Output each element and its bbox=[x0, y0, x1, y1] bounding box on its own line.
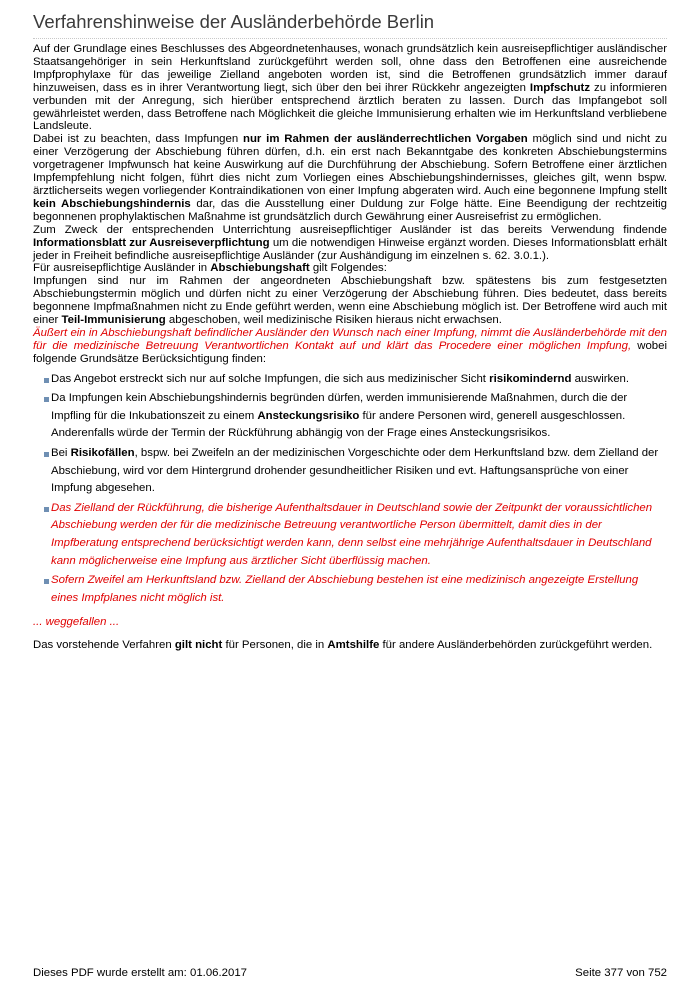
list-item: Bei Risikofällen, bspw. bei Zweifeln an der medizinischen Vorgeschichte oder dem Herkunftsland bzw. dem Zielland der Abschiebung, wird vor dem Hintergrund drohender gesundheitlicher Risiken und evt. Haftungsansprüche von einer Impfung abgesehen. bbox=[42, 445, 667, 498]
paragraph-impfwunsch: Äußert ein in Abschiebungshaft befindlicher Ausländer den Wunsch nach einer Impfung, nimmt die Ausländerbehörde mit den für die medizinische Betreuung Verantwortlichen Kontakt auf und klärt das Procedere einer möglichen Impfung, wobei folgende Grundsätze Berücksichtigung finden: bbox=[33, 326, 667, 365]
list-item: Da Impfungen kein Abschiebungshindernis begründen dürfen, werden immunisierende Maßnahmen, durch die der Impfling für die Inkubationszeit zu einem Ansteckungsrisiko für andere Personen wird, generell ausgeschlossen. Anderenfalls würde der Termin der Rückführung abhängig von der Frage eines Ansteckungsrisikos. bbox=[42, 390, 667, 443]
paragraph-teil-immunisierung: Impfungen sind nur im Rahmen der angeordneten Abschiebungshaft bzw. spätestens bis zum festgesetzten Abschiebungstermin möglich und dürfen nicht zu einer Verzögerung der Abschiebung führen. Dies bedeutet, dass bereits begonnene Impfmaßnahmen nicht zu Ende geführt werden, wenn eine Abschiebung möglich ist. Der Betroffene wird auch mit einer Teil-Immunisierung abgeschoben, weil medizinische Risiken hieraus nicht erwachsen. bbox=[33, 275, 667, 327]
grundsaetze-list bbox=[33, 371, 667, 608]
list-item: Das Angebot erstreckt sich nur auf solche Impfungen, die sich aus medizinischer Sicht risikomindernd auswirken. bbox=[42, 371, 667, 389]
weggefallen-note: ... weggefallen ... bbox=[33, 616, 120, 629]
page-title: Verfahrenshinweise der Ausländerbehörde Berlin bbox=[33, 11, 667, 39]
document-body bbox=[33, 43, 667, 652]
list-item: Das Zielland der Rückführung, die bisherige Aufenthaltsdauer in Deutschland sowie der Zeitpunkt der voraussichtlichen Abschiebung werden der für die medizinische Betreuung verantwortliche Person übermittelt, damit dies in der Impfberatung entsprechend berücksichtigt werden kann, denn selbst eine mehrjährige Aufenthaltsdauer in Deutschland kann möglicherweise eine Impfung aus ärztlicher Sicht überflüssig machen. bbox=[42, 500, 667, 570]
footer-created-date: Dieses PDF wurde erstellt am: 01.06.2017 bbox=[33, 967, 247, 979]
footer-page-number: Seite 377 von 752 bbox=[575, 967, 667, 979]
paragraph-auslaenderrecht: Dabei ist zu beachten, dass Impfungen nur im Rahmen der ausländerrechtlichen Vorgaben möglich sind und nicht zu einer Verzögerung der Abschiebung führen dürfen, d.h. ein erst nach Bekanntgabe des konkreten Abschiebungstermins vorgetragener Impfwunsch hat keine Auswirkung auf die Durchführung der Abschiebung. Sofern Betroffene einer ärztlichen Impfempfehlung nicht folgen, führt dies nicht zum Vorliegen eines Abschiebungshindernisses, gleiches gilt, wenn bspw. ärztlicherseits wegen vorliegender Kontraindikationen von einer Impfung abgeraten wird. Auch eine begonnene Impfung stellt kein Abschiebungshindernis dar, das die Ausstellung einer Duldung zur Folge hätte. Eine Beendigung der rechtzeitig begonnenen prophylaktischen Maßnahme ist grundsätzlich durch Gewährung einer Ausreisefrist zu ermöglichen. bbox=[33, 133, 667, 223]
paragraph-impfschutz: Auf der Grundlage eines Beschlusses des Abgeordnetenhauses, wonach grundsätzlich kein ausreisepflichtiger ausländischer Staatsangehöriger in sein Herkunftsland zurückgeführt werden soll, ohne dass den Betroffenen eine ausreichende Impfprophylaxe für das jeweilige Zielland angeboten worden ist, sind die Betroffenen grundsätzlich immer darauf hinzuweisen, dass es in ihrer Verantwortung liegt, sich über den bei ihrer Rückkehr angezeigten Impfschutz zu informieren verbunden mit der Anregung, sich hierüber entsprechend ärztlich beraten zu lassen. Durch das Impfangebot soll gewährleistet werden, dass Betroffene nach Möglichkeit die gleiche Immunisierung erhalten wie im Herkunftsland verbliebene Landsleute. bbox=[33, 43, 667, 133]
paragraph-amtshilfe: Das vorstehende Verfahren gilt nicht für Personen, die in Amtshilfe für andere Ausländerbehörden zurückgeführt werden. bbox=[33, 639, 653, 652]
list-item: Sofern Zweifel am Herkunftsland bzw. Zielland der Abschiebung bestehen ist eine medizinisch angezeigte Erstellung eines Impfplanes nicht möglich ist. bbox=[42, 572, 667, 607]
paragraph-informationsblatt: Zum Zweck der entsprechenden Unterrichtung ausreisepflichtiger Ausländer ist das bereits Verwendung findende Informationsblatt zur Ausreiseverpflichtung um die notwendigen Hinweise ergänzt worden. Dieses Informationsblatt erhält jeder in Freiheit befindliche ausreisepflichtige Ausländer (zur Aushändigung im einzelnen s. 62. 3.0.1.). bbox=[33, 223, 667, 262]
paragraph-abschiebungshaft-intro: Für ausreisepflichtige Ausländer in Abschiebungshaft gilt Folgendes: bbox=[33, 262, 387, 275]
